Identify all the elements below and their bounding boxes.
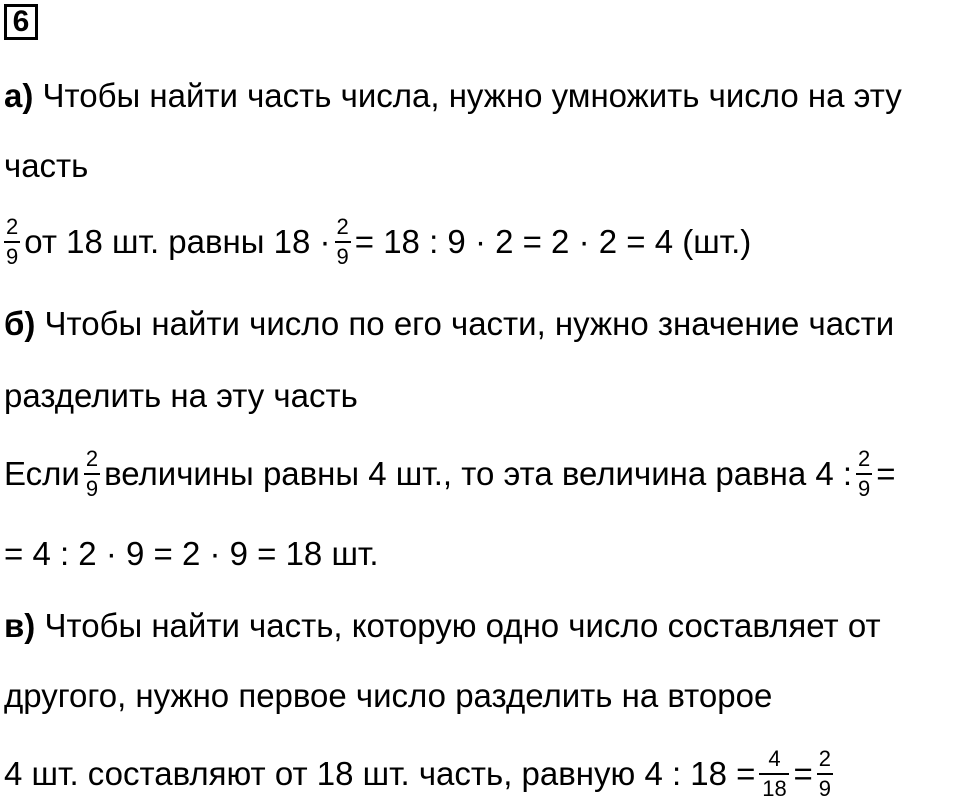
part-a-marker: а) <box>4 77 34 114</box>
fraction-numerator: 2 <box>858 446 871 471</box>
part-b-rule-text-2: разделить на эту часть <box>4 377 358 414</box>
fraction-bar <box>84 473 100 475</box>
fraction-denominator: 9 <box>336 244 349 269</box>
part-v-calc-eq: = <box>793 755 813 792</box>
part-b-calc-prefix: Если <box>4 455 80 492</box>
fraction-bar <box>759 773 789 775</box>
part-b-calc-line-2: = 4 : 2 · 9 = 2 · 9 = 18 шт. <box>4 535 379 572</box>
fraction <box>84 447 100 501</box>
part-b-calculation <box>4 446 896 501</box>
part-v-marker: в) <box>4 607 36 644</box>
fraction <box>335 215 351 269</box>
fraction <box>817 747 833 801</box>
part-b-rule-line-1 <box>4 304 894 344</box>
fraction-denominator: 9 <box>6 244 19 269</box>
part-b-calculation-line-2 <box>4 534 379 574</box>
fraction-bar <box>817 773 833 775</box>
part-a-rule-text-1: Чтобы найти часть числа, нужно умножить число на эту <box>33 77 902 114</box>
part-v-rule-text-2: другого, нужно первое число разделить на второе <box>4 677 773 714</box>
part-v-rule-line-2 <box>4 676 772 716</box>
fraction <box>4 215 20 269</box>
fraction-denominator: 9 <box>818 776 831 801</box>
part-v-rule-text-1: Чтобы найти часть, которую одно число составляет от <box>35 607 881 644</box>
part-b-calc-text-1: величины равны 4 шт., то эта величина равна 4 : <box>104 455 853 492</box>
part-a-rule-line-2 <box>4 146 88 186</box>
part-b-rule-text-1: Чтобы найти число по его части, нужно значение части <box>35 305 895 342</box>
fraction-numerator: 2 <box>336 214 349 239</box>
fraction-bar <box>335 241 351 243</box>
fraction-numerator: 2 <box>6 214 19 239</box>
fraction-bar <box>856 473 872 475</box>
part-b-rule-line-2 <box>4 376 358 416</box>
part-a-rule-line-1 <box>4 76 902 116</box>
part-b-marker: б) <box>4 305 36 342</box>
task-number: 6 <box>4 4 38 40</box>
fraction-denominator: 18 <box>762 776 787 801</box>
part-v-calculation <box>4 746 837 801</box>
part-a-calculation <box>4 214 752 269</box>
fraction-numerator: 4 <box>768 746 781 771</box>
part-a-calc-text-2: = 18 : 9 · 2 = 2 · 2 = 4 (шт.) <box>354 223 752 260</box>
fraction-bar <box>4 241 20 243</box>
fraction-numerator: 2 <box>85 446 99 471</box>
fraction-denominator: 9 <box>858 476 871 501</box>
fraction-numerator: 2 <box>818 746 831 771</box>
part-v-calc-text-1: 4 шт. составляют от 18 шт. часть, равную 4 : 18 = <box>4 755 756 792</box>
fraction-denominator: 9 <box>85 476 99 501</box>
part-a-calc-text-1: от 18 шт. равны 18 · <box>24 223 331 260</box>
fraction <box>856 447 872 501</box>
fraction <box>759 747 789 801</box>
part-v-rule-line-1 <box>4 606 881 646</box>
part-b-calc-text-2: = <box>876 455 896 492</box>
part-a-rule-text-2: часть <box>4 147 89 184</box>
